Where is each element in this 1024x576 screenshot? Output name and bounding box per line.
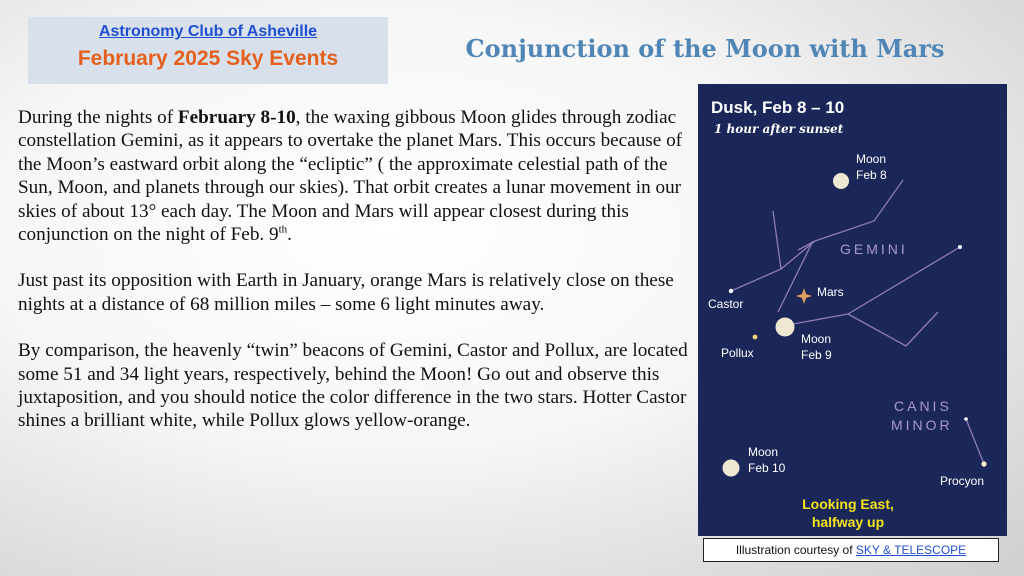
label-moon-feb8-a: Moon	[856, 152, 887, 166]
label-moon-feb9-a: Moon	[801, 332, 832, 346]
chart-title: Dusk, Feb 8 – 10	[711, 98, 845, 117]
p1-dates-bold: February 8-10	[177, 107, 296, 128]
chart-subtitle: 1 hour after sunset	[714, 122, 844, 136]
p1-text-end: .	[287, 224, 292, 246]
moon-feb10-icon	[723, 460, 740, 477]
p1-superscript: th	[278, 223, 288, 236]
sky-chart-svg	[698, 84, 1007, 536]
slide-title: Conjunction of the Moon with Mars	[465, 34, 945, 63]
label-moon-feb9-b: Feb 9	[801, 348, 832, 362]
label-mars: Mars	[817, 285, 844, 299]
castor-star	[729, 289, 733, 293]
label-pollux: Pollux	[721, 346, 754, 360]
club-name-link[interactable]: Astronomy Club of Asheville	[98, 23, 318, 40]
sky-chart	[698, 84, 1007, 536]
gemini-body-line	[778, 241, 813, 312]
club-header-box	[28, 17, 388, 84]
castor-line	[731, 211, 781, 291]
pollux-star	[753, 335, 758, 340]
moon-feb9-icon	[776, 318, 795, 337]
label-moon-feb10-a: Moon	[748, 445, 779, 459]
label-castor: Castor	[708, 297, 744, 311]
paragraph-1	[18, 106, 690, 246]
paragraph-3: By comparison, the heavenly “twin” beacons of Gemini, Castor and Pollux, are located some 51 and 34 light years, respectively, behind the Moon! Go out and observe this juxtaposition, and you should notice the color difference in the two stars. Hotter Castor shines a brilliant white, while Pollux glows yellow-orange.	[18, 340, 688, 432]
events-title: February 2025 Sky Events	[77, 47, 339, 70]
canis-minor-line	[966, 419, 984, 464]
credit-link[interactable]: SKY & TELESCOPE	[855, 543, 967, 557]
p1-text-middle: , the waxing gibbous Moon glides through zodiac constellation Gemini, as it appears to overtake the planet Mars. This occurs because of the Moon’s eastward orbit along the “ecliptic” ( the approximate celestial path of the Sun, Moon, and planets through our skies). That orbit creates a lunar movement in our skies of about 13° each day. The Moon and Mars will appear closest during this conjunction on the night of Feb. 9	[18, 107, 683, 246]
illustration-credit	[703, 538, 999, 562]
procyon-star	[981, 461, 986, 466]
direction-line-2: halfway up	[811, 514, 885, 530]
gemini-star	[958, 245, 962, 249]
canis-minor-star	[964, 417, 968, 421]
label-moon-feb8-b: Feb 8	[856, 168, 887, 182]
mars-star-icon	[796, 288, 812, 304]
pollux-line	[782, 247, 960, 326]
label-procyon: Procyon	[940, 474, 985, 488]
gemini-lower-line	[848, 312, 938, 346]
label-minor: MINOR	[891, 417, 953, 433]
p1-text-start: During the nights of	[18, 107, 178, 128]
label-moon-feb10-b: Feb 10	[748, 461, 786, 475]
paragraph-2: Just past its opposition with Earth in January, orange Mars is relatively close on these nights at a distance of 68 million miles – some 6 light minutes away.	[18, 270, 674, 315]
credit-text: Illustration courtesy of	[735, 543, 856, 557]
direction-line-1: Looking East,	[802, 496, 894, 512]
moon-feb8-icon	[833, 173, 849, 189]
body-text	[18, 106, 690, 456]
label-gemini: GEMINI	[840, 241, 908, 257]
label-canis: CANIS	[894, 398, 952, 414]
